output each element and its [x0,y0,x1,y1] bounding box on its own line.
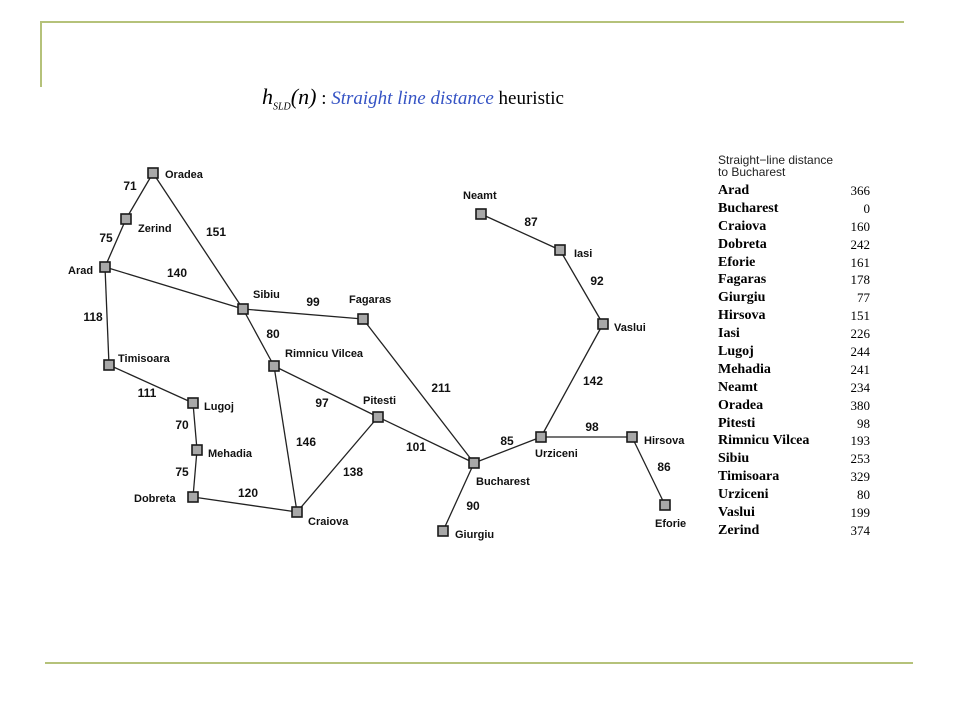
title-emphasis: Straight line distance [331,88,494,109]
sld-city-name: Dobreta [718,236,767,252]
city-node-lugoj [188,398,198,408]
city-label-giurgiu: Giurgiu [455,528,495,541]
sld-city-name: Giurgiu [718,290,766,306]
frame-left-rule [40,21,42,87]
sld-city-name: Vaslui [718,504,755,520]
road-arad-timisoara [105,267,109,365]
city-label-hirsova: Hirsova [644,434,685,447]
road-cost-mehadia-dobreta: 75 [175,465,189,480]
city-label-eforie: Eforie [655,517,687,530]
sld-row [718,289,870,307]
sld-distance-value: 374 [850,522,870,538]
city-node-eforie [660,500,670,510]
sld-distance-value: 366 [850,182,870,198]
city-label-sibiu: Sibiu [253,288,280,301]
sld-distance-value: 199 [850,504,870,520]
sld-distance-value: 244 [850,343,870,359]
road-oradea-sibiu [153,173,243,309]
road-sibiu-fagaras [243,309,363,319]
city-node-vaslui [598,319,608,329]
sld-row [718,397,870,415]
city-label-oradea: Oradea [165,168,203,181]
road-cost-arad-timisoara: 118 [83,310,103,325]
road-lugoj-mehadia [193,403,197,450]
road-rimnicu-craiova [274,366,297,512]
sld-row [718,415,870,433]
road-cost-iasi-neamt: 87 [524,215,538,230]
city-label-vaslui: Vaslui [614,321,646,334]
city-node-iasi [555,245,565,255]
sld-table [718,154,870,540]
city-node-pitesti [373,412,383,422]
road-cost-dobreta-craiova: 120 [237,486,259,501]
road-cost-hirsova-eforie: 86 [657,460,671,475]
sld-row [718,218,870,236]
frame-top-rule [40,21,904,23]
sld-distance-value: 242 [850,236,870,252]
road-cost-vaslui-iasi: 92 [590,274,604,289]
sld-city-name: Craiova [718,218,767,234]
city-node-fagaras [358,314,368,324]
road-cost-craiova-pitesti: 138 [342,465,364,480]
sld-row [718,450,870,468]
road-cost-bucharest-giurgiu: 90 [466,499,480,514]
sld-distance-value: 160 [850,218,870,234]
title-suffix: heuristic [493,88,564,109]
city-label-timisoara: Timisoara [118,352,170,365]
sld-row [718,361,870,379]
sld-distance-value: 226 [850,326,870,342]
sld-city-name: Neamt [718,379,758,395]
sld-row [718,343,870,361]
sld-table-heading [718,154,870,178]
sld-city-name: Arad [718,182,750,198]
sld-row [718,271,870,289]
sld-row [718,236,870,254]
city-node-dobreta [188,492,198,502]
sld-distance-value: 151 [850,308,870,324]
sld-distance-value: 161 [850,254,870,270]
sld-city-name: Bucharest [718,200,779,216]
sld-distance-value: 253 [850,451,870,467]
sld-row [718,379,870,397]
road-cost-fagaras-bucharest: 211 [431,381,451,396]
city-label-iasi: Iasi [574,247,593,260]
city-node-urziceni [536,432,546,442]
sld-distance-value: 98 [857,415,870,431]
sld-city-name: Zerind [718,522,760,538]
sld-distance-value: 241 [850,361,870,377]
sld-distance-value: 234 [850,379,870,395]
road-cost-rimnicu-pitesti: 97 [315,396,329,411]
city-node-timisoara [104,360,114,370]
city-node-mehadia [192,445,202,455]
road-cost-bucharest-urziceni: 85 [500,434,514,449]
sld-city-name: Eforie [718,254,756,270]
sld-row [718,182,870,200]
sld-city-name: Urziceni [718,487,769,503]
sld-row [718,325,870,343]
sld-row [718,522,870,540]
road-cost-oradea-sibiu: 151 [205,225,227,240]
sld-city-name: Timisoara [718,469,780,485]
city-label-urziceni: Urziceni [535,447,578,460]
sld-row [718,254,870,272]
sld-distance-value: 0 [863,200,870,216]
city-label-dobreta: Dobreta [134,492,176,505]
city-label-craiova: Craiova [308,515,349,528]
city-label-neamt: Neamt [463,189,497,202]
city-node-zerind [121,214,131,224]
romania-road-map [60,150,700,550]
road-cost-sibiu-rimnicu: 80 [266,327,280,342]
city-node-neamt [476,209,486,219]
city-label-zerind: Zerind [138,222,172,235]
sld-city-name: Mehadia [718,361,771,377]
sld-row [718,432,870,450]
road-cost-urziceni-vaslui: 142 [582,374,604,389]
road-cost-sibiu-fagaras: 99 [306,295,320,310]
sld-distance-value: 380 [850,397,870,413]
city-node-sibiu [238,304,248,314]
sld-row [718,200,870,218]
city-node-oradea [148,168,158,178]
sld-distance-value: 329 [850,469,870,485]
city-label-rimnicu: Rimnicu Vilcea [285,347,364,360]
city-node-craiova [292,507,302,517]
city-node-bucharest [469,458,479,468]
sld-row [718,504,870,522]
road-cost-timisoara-lugoj: 111 [137,386,157,401]
slide-title [262,82,564,112]
city-label-bucharest: Bucharest [476,475,530,488]
heuristic-symbol: $h_{SLD}(n)$ [262,84,317,113]
sld-city-name: Lugoj [718,343,754,359]
road-cost-zerind-arad: 75 [99,231,113,246]
road-iasi-neamt [481,214,560,250]
city-label-lugoj: Lugoj [204,400,234,413]
city-node-arad [100,262,110,272]
road-craiova-pitesti [297,417,378,512]
sld-row [718,468,870,486]
sld-distance-value: 77 [857,290,870,306]
road-cost-urziceni-hirsova: 98 [585,420,599,435]
road-cost-pitesti-bucharest: 101 [405,440,427,455]
sld-rows [718,182,870,540]
sld-city-name: Pitesti [718,415,756,431]
road-cost-arad-sibiu: 140 [166,266,188,281]
sld-city-name: Hirsova [718,308,766,324]
city-node-hirsova [627,432,637,442]
sld-distance-value: 193 [850,433,870,449]
title-separator: : [316,88,332,109]
road-cost-rimnicu-craiova: 146 [295,435,317,450]
sld-city-name: Fagaras [718,272,767,288]
sld-row [718,486,870,504]
sld-distance-value: 80 [857,487,870,503]
road-bucharest-giurgiu [443,463,474,531]
city-node-giurgiu [438,526,448,536]
road-cost-oradea-zerind: 71 [123,179,137,194]
city-label-mehadia: Mehadia [208,447,253,460]
sld-city-name: Oradea [718,397,764,413]
sld-city-name: Rimnicu Vilcea [718,433,810,449]
sld-city-name: Iasi [718,326,740,342]
sld-distance-value: 178 [850,272,870,288]
city-label-fagaras: Fagaras [349,293,392,306]
frame-bottom-rule [45,662,913,664]
sld-heading-line1: Straight−line distance [718,153,834,167]
sld-heading-line2: to Bucharest [718,165,786,179]
city-label-pitesti: Pitesti [363,394,397,407]
road-cost-lugoj-mehadia: 70 [175,418,189,433]
sld-city-name: Sibiu [718,451,750,467]
city-node-rimnicu [269,361,279,371]
sld-row [718,307,870,325]
city-label-arad: Arad [68,264,94,277]
road-mehadia-dobreta [193,450,197,497]
